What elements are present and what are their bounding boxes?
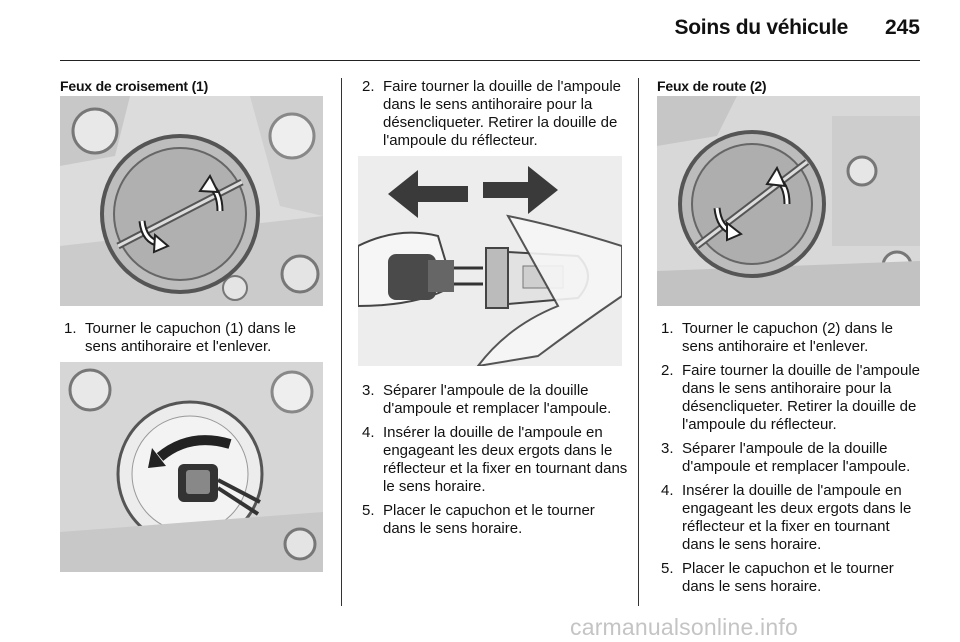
list-item	[60, 320, 330, 356]
step-number: 3.	[362, 382, 375, 399]
low-beam-steps	[60, 320, 330, 362]
step-number: 1.	[661, 320, 674, 337]
step-text: Tourner le capuchon (2) dans le sens antihoraire et l'enlever.	[682, 320, 893, 355]
figure-bulb-removal	[358, 156, 622, 366]
list-item	[358, 424, 628, 496]
column-divider-1	[341, 78, 342, 606]
step-text: Insérer la douille de l'ampoule en engageant les deux ergots dans le réflecteur et la fixer en tournant dans le sens horaire.	[383, 424, 628, 495]
step-text: Insérer la douille de l'ampoule en engageant les deux ergots dans le réflecteur et la fixer en tournant dans le sens horaire.	[682, 482, 912, 553]
list-item	[657, 560, 925, 596]
list-item	[657, 320, 925, 356]
step-number: 5.	[362, 502, 375, 519]
page-number: 245	[884, 16, 920, 39]
step-text: Faire tourner la douille de l'ampoule dans le sens antihoraire pour la désencliqueter. Retirer la douille de l'ampoule du réflecteur.	[383, 78, 622, 149]
step-number: 2.	[362, 78, 375, 95]
list-item	[657, 362, 925, 434]
step-text: Placer le capuchon et le tourner dans le sens horaire.	[383, 502, 595, 537]
page-header-title: Soins du véhicule	[674, 16, 848, 39]
figure-low-beam-socket	[60, 362, 323, 572]
section-title-low-beam: Feux de croisement (1)	[60, 78, 209, 94]
step-text: Tourner le capuchon (1) dans le sens antihoraire et l'enlever.	[85, 320, 296, 355]
list-item	[657, 440, 925, 476]
list-item	[657, 482, 925, 554]
step-number: 1.	[64, 320, 77, 337]
step-number: 2.	[661, 362, 674, 379]
list-item	[358, 382, 628, 418]
step-number: 4.	[661, 482, 674, 499]
list-item	[358, 78, 628, 150]
step-number: 4.	[362, 424, 375, 441]
list-item	[358, 502, 628, 538]
header-divider	[60, 60, 920, 61]
column-divider-2	[638, 78, 639, 606]
step-text: Séparer l'ampoule de la douille d'ampoule et remplacer l'ampoule.	[383, 382, 612, 417]
step-text: Faire tourner la douille de l'ampoule dans le sens antihoraire pour la désencliqueter. Retirer la douille de l'ampoule du réflecteur.	[682, 362, 921, 433]
middle-steps-bottom	[358, 382, 628, 544]
step-text: Séparer l'ampoule de la douille d'ampoule et remplacer l'ampoule.	[682, 440, 911, 475]
high-beam-steps	[657, 320, 925, 602]
step-text: Placer le capuchon et le tourner dans le sens horaire.	[682, 560, 894, 595]
section-title-high-beam: Feux de route (2)	[657, 78, 767, 94]
step-number: 3.	[661, 440, 674, 457]
step-number: 5.	[661, 560, 674, 577]
middle-steps-top	[358, 78, 628, 156]
figure-high-beam-cap	[657, 96, 920, 306]
watermark-text: carmanualsonline.info	[570, 614, 798, 640]
figure-low-beam-cap	[60, 96, 323, 306]
